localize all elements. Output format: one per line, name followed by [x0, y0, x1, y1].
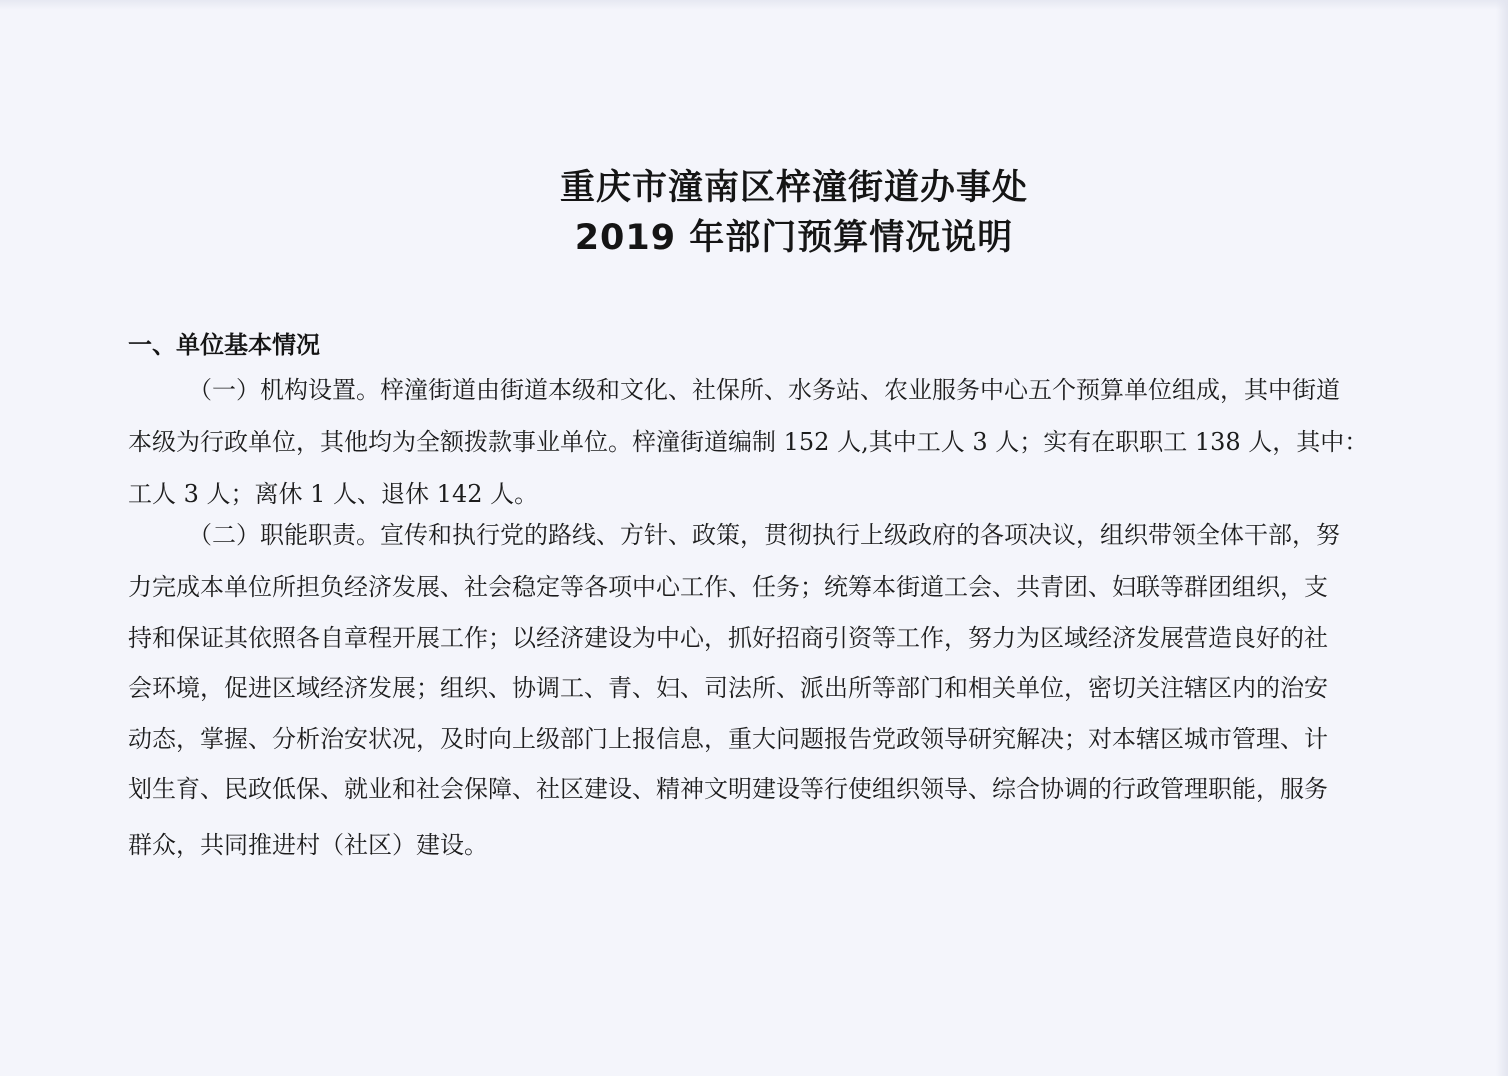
para1-line-1: （一）机构设置。梓潼街道由街道本级和文化、社保所、水务站、农业服务中心五个预算单位组成，其中街道 — [188, 376, 1340, 404]
para2-line-4: 会环境，促进区域经济发展；组织、协调工、青、妇、司法所、派出所等部门和相关单位，密切关注辖区内的治安 — [128, 674, 1328, 702]
section-heading-basic-info: 一、单位基本情况 — [128, 331, 320, 359]
para2-line-3: 持和保证其依照各自章程开展工作；以经济建设为中心，抓好招商引资等工作，努力为区域经济发展营造良好的社 — [128, 624, 1328, 652]
para1-line-2: 本级为行政单位，其他均为全额拨款事业单位。梓潼街道编制 152 人,其中工人 3 人；实有在职职工 138 人，其中： — [128, 428, 1369, 456]
para1-line-3: 工人 3 人；离休 1 人、退休 142 人。 — [128, 480, 539, 508]
para2-line-2: 力完成本单位所担负经济发展、社会稳定等各项中心工作、任务；统筹本街道工会、共青团、妇联等群团组织，支 — [128, 573, 1328, 601]
para2-line-6: 划生育、民政低保、就业和社会保障、社区建设、精神文明建设等行使组织领导、综合协调的行政管理职能，服务 — [128, 775, 1328, 803]
para2-line-1: （二）职能职责。宣传和执行党的路线、方针、政策，贯彻执行上级政府的各项决议，组织带领全体干部，努 — [188, 521, 1340, 549]
document-title-line-1: 重庆市潼南区梓潼街道办事处 — [559, 168, 1028, 208]
document-title-line-2: 2019 年部门预算情况说明 — [574, 218, 1014, 258]
para2-line-7: 群众，共同推进村（社区）建设。 — [128, 831, 488, 859]
scan-edge-top — [0, 0, 1508, 10]
para2-line-5: 动态，掌握、分析治安状况，及时向上级部门上报信息，重大问题报告党政领导研究解决；对本辖区城市管理、计 — [128, 725, 1328, 753]
